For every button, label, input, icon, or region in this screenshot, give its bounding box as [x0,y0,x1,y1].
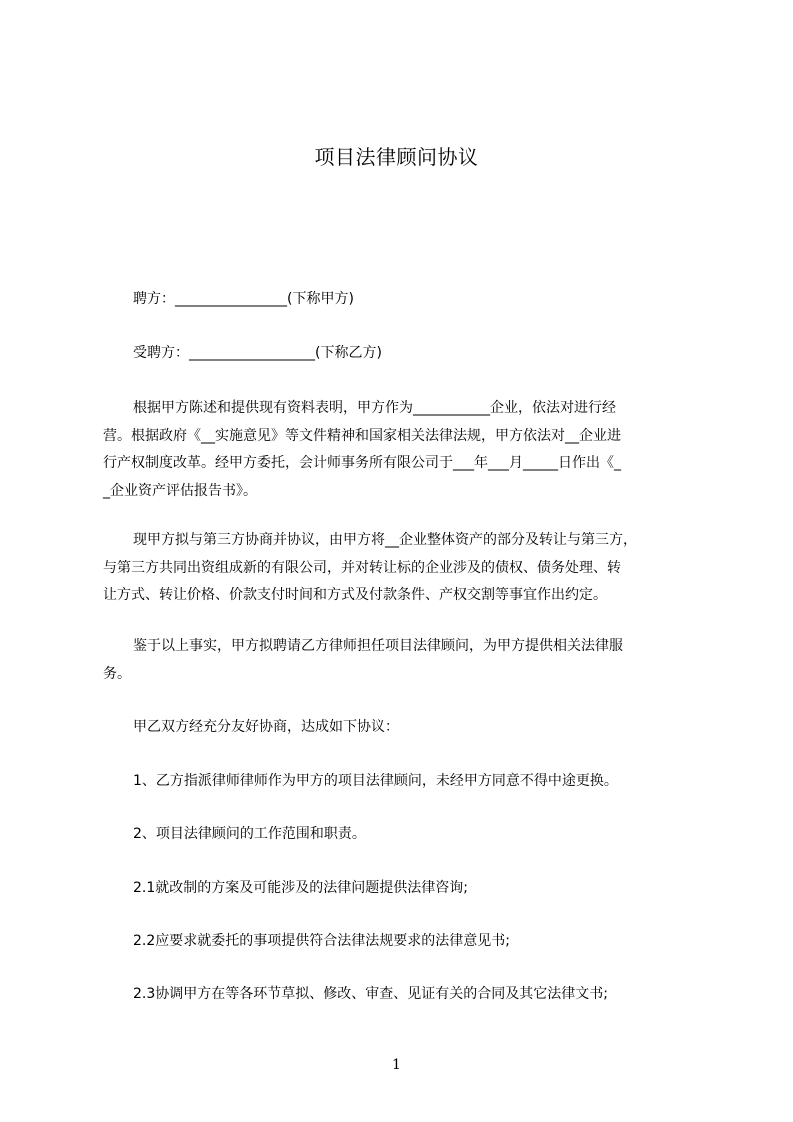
engagement-paragraph [103,633,715,688]
paragraph-line: 鉴于以上事实，甲方拟聘请乙方律师担任项目法律顾问，为甲方提供相关法律服 [133,638,623,654]
paragraph-line: 行产权制度改革。经甲方委托，会计师事务所有限公司于___年___月_____日作出《_ [103,455,621,471]
paragraph-line: 让方式、转让价格、价款支付时间和方式及付款条件、产权交割等事宜作出约定。 [103,587,607,603]
paragraph-line: _企业资产评估报告书》。 [103,482,257,499]
paragraph-line: 2.2应要求就委托的事项提供符合法律法规要求的法律意见书; [133,933,510,949]
page-number: 1 [392,1057,401,1073]
clause-2 [103,821,715,849]
paragraph-line: 1、乙方指派律师律师作为甲方的项目法律顾问，未经甲方同意不得中途更换。 [133,773,618,789]
agreement-intro [103,714,715,742]
employee-line [103,340,715,368]
paragraph-line: 聘方：________________(下称甲方) [133,291,354,307]
paragraph-line: 2.3协调甲方在等各环节草拟、修改、审查、见证有关的合同及其它法律文书; [133,986,608,1002]
document-title: 项目法律顾问协议 [314,145,479,169]
clause-2-3 [103,981,715,1009]
paragraph-line: 现甲方拟与第三方协商并协议，由甲方将__企业整体资产的部分及转让与第三方， [133,532,637,548]
employer-line [103,286,715,314]
paragraph-line: 2.1就改制的方案及可能涉及的法律问题提供法律咨询; [133,880,468,896]
paragraph-line: 与第三方共同出资组成新的有限公司，并对转让标的企业涉及的债权、债务处理、转 [103,559,621,576]
paragraph-line: 受聘方：__________________(下称乙方) [133,345,382,361]
paragraph-line: 营。根据政府《__实施意见》等文件精神和国家相关法律法规，甲方依法对__企业进 [103,427,621,444]
paragraph-line: 务。 [103,665,131,682]
paragraph-line: 甲乙双方经充分友好协商，达成如下协议： [133,719,399,735]
third-party-paragraph [103,527,715,610]
clause-2-2 [103,928,715,956]
clause-2-1 [103,875,715,903]
paragraph-line: 根据甲方陈述和提供现有资料表明，甲方作为___________企业，依法对进行经 [133,400,616,416]
paragraph-line: 2、项目法律顾问的工作范围和职责。 [133,826,366,842]
background-paragraph [103,395,715,505]
clause-1 [103,768,715,796]
